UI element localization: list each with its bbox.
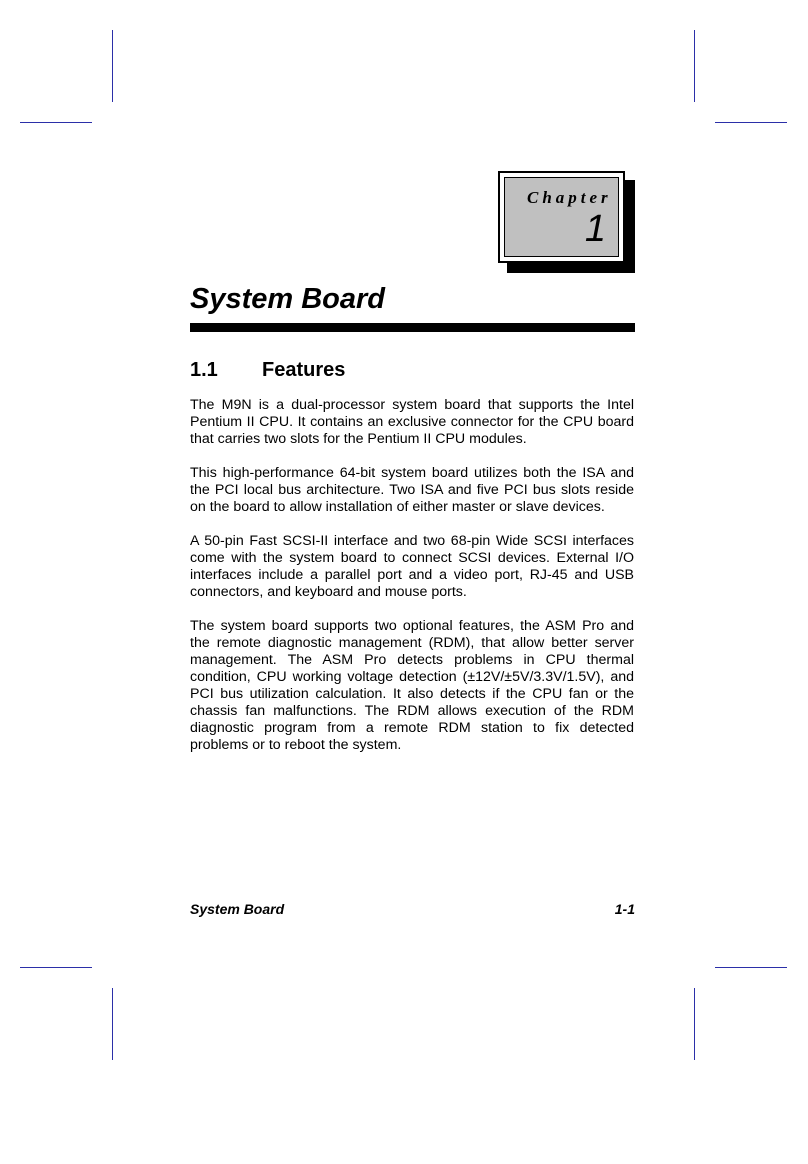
crop-mark-bottom-right-horizontal [715,967,787,968]
crop-mark-top-left-vertical [112,30,113,102]
paragraph-1: The M9N is a dual-processor system board that supports the Intel Pentium II CPU. It contains an exclusive connector for the CPU board that carries two slots for the Pentium II CPU modules. [190,397,634,447]
crop-mark-top-left-horizontal [20,122,92,123]
chapter-number: 1 [584,208,606,250]
crop-mark-bottom-right-vertical [694,988,695,1060]
paragraph-3: A 50-pin Fast SCSI-II interface and two 68-pin Wide SCSI interfaces come with the system board to connect SCSI devices. External I/O interfaces include a parallel port and a video port, RJ-45 and USB connectors, and keyboard and mouse ports. [190,533,634,600]
paragraph-2: This high-performance 64-bit system board utilizes both the ISA and the PCI local bus architecture. Two ISA and five PCI bus slots reside on the board to allow installation of either master or slave devices. [190,465,634,515]
chapter-box-inner [504,177,619,257]
section-title: Features [262,359,346,381]
section-heading [190,356,345,384]
chapter-label: Chapter [527,188,612,207]
page-footer [190,901,635,919]
body-content [190,397,634,771]
paragraph-4: The system board supports two optional features, the ASM Pro and the remote diagnostic management (RDM), that allow better server management. The ASM Pro detects problems in CPU thermal condition, CPU working voltage detection (±12V/±5V/3.3V/1.5V), and PCI bus utilization calculation. It also detects if the CPU fan or the chassis fan malfunctions. The RDM allows execution of the RDM diagnostic program from a remote RDM station to fix detected problems or to reboot the system. [190,618,634,753]
crop-mark-top-right-vertical [694,30,695,102]
page-title: System Board [190,283,386,315]
title-rule [190,323,635,332]
section-number: 1.1 [190,359,218,381]
crop-mark-bottom-left-horizontal [20,967,92,968]
chapter-box [498,171,625,263]
crop-mark-bottom-left-vertical [112,988,113,1060]
footer-title: System Board [190,901,285,917]
page-number: 1-1 [614,901,635,917]
crop-mark-top-right-horizontal [715,122,787,123]
